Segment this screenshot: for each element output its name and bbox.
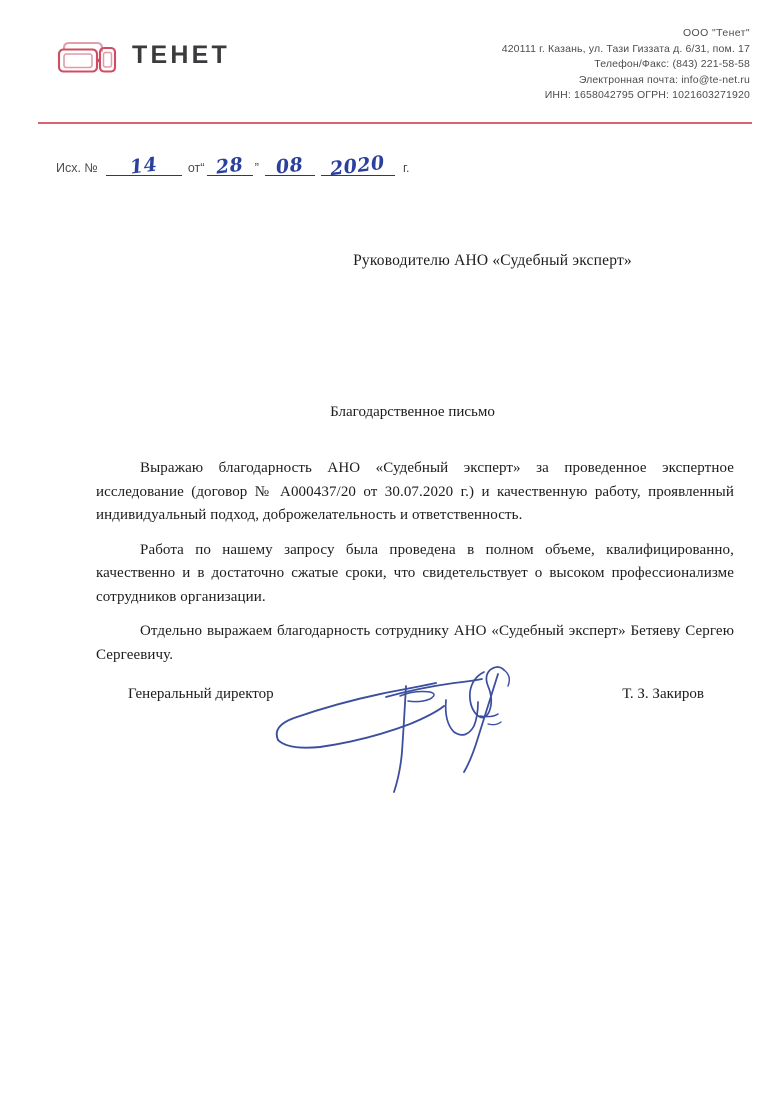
signatory-position: Генеральный директор	[128, 686, 274, 702]
outgoing-day-field	[207, 153, 253, 179]
outgoing-month-field	[265, 153, 315, 179]
company-email: Электронная почта: info@te-net.ru	[578, 73, 750, 86]
outgoing-number-field	[106, 153, 182, 179]
company-name: ООО "Тенет"	[682, 27, 750, 39]
signatory-name: Т. З. Закиров	[622, 686, 704, 702]
signature-row	[128, 686, 704, 703]
logo-wordmark: ТЕНЕТ	[132, 40, 230, 69]
company-phone: Телефон/Факс: (843) 221-58-58	[594, 58, 750, 70]
body-paragraph: Отдельно выражаем благодарность сотруднику АНО «Судебный эксперт» Бетяеву Сергею Сергеевичу.	[96, 623, 734, 663]
quote-open: “	[200, 160, 205, 175]
outgoing-from-label: от	[187, 161, 201, 175]
document-title: Благодарственное письмо	[330, 404, 495, 420]
outgoing-number-value: 14	[128, 153, 159, 179]
letter-body	[96, 457, 734, 667]
company-registration: ИНН: 1658042795 ОГРН: 1021603271920	[544, 89, 750, 101]
addressee-line: Руководителю АНО «Судебный эксперт»	[353, 252, 632, 269]
company-address: 420111 г. Казань, ул. Тази Гиззата д. 6/31, пом. 17	[501, 42, 750, 55]
body-paragraph: Выражаю благодарность АНО «Судебный эксперт» за проведенное экспертное исследование (договор № А000437/20 от 30.07.2020 г.) и качественную работу, проявленный индивидуальный подход, доброжелательность и ответственность.	[96, 460, 734, 523]
body-paragraph: Работа по нашему запросу была проведена в полном объеме, квалифицированно, качественно и в достаточно сжатые сроки, что свидетельствует о высоком профессионализме сотрудников организации.	[96, 541, 734, 605]
outgoing-year-value: 2020	[329, 151, 387, 181]
handwritten-signature-icon	[258, 652, 538, 802]
company-info-block	[502, 26, 750, 104]
devices-logo-icon	[56, 34, 118, 76]
company-logo	[56, 34, 230, 76]
outgoing-year-field	[321, 151, 395, 181]
outgoing-month-value: 08	[274, 153, 305, 179]
letterhead	[0, 26, 780, 112]
quote-close: ”	[254, 160, 259, 175]
outgoing-day-value: 28	[214, 153, 245, 179]
outgoing-reference-line	[56, 151, 410, 181]
header-divider	[38, 122, 752, 124]
outgoing-year-suffix: г.	[402, 161, 410, 175]
outgoing-number-label: Исх. №	[56, 161, 98, 175]
